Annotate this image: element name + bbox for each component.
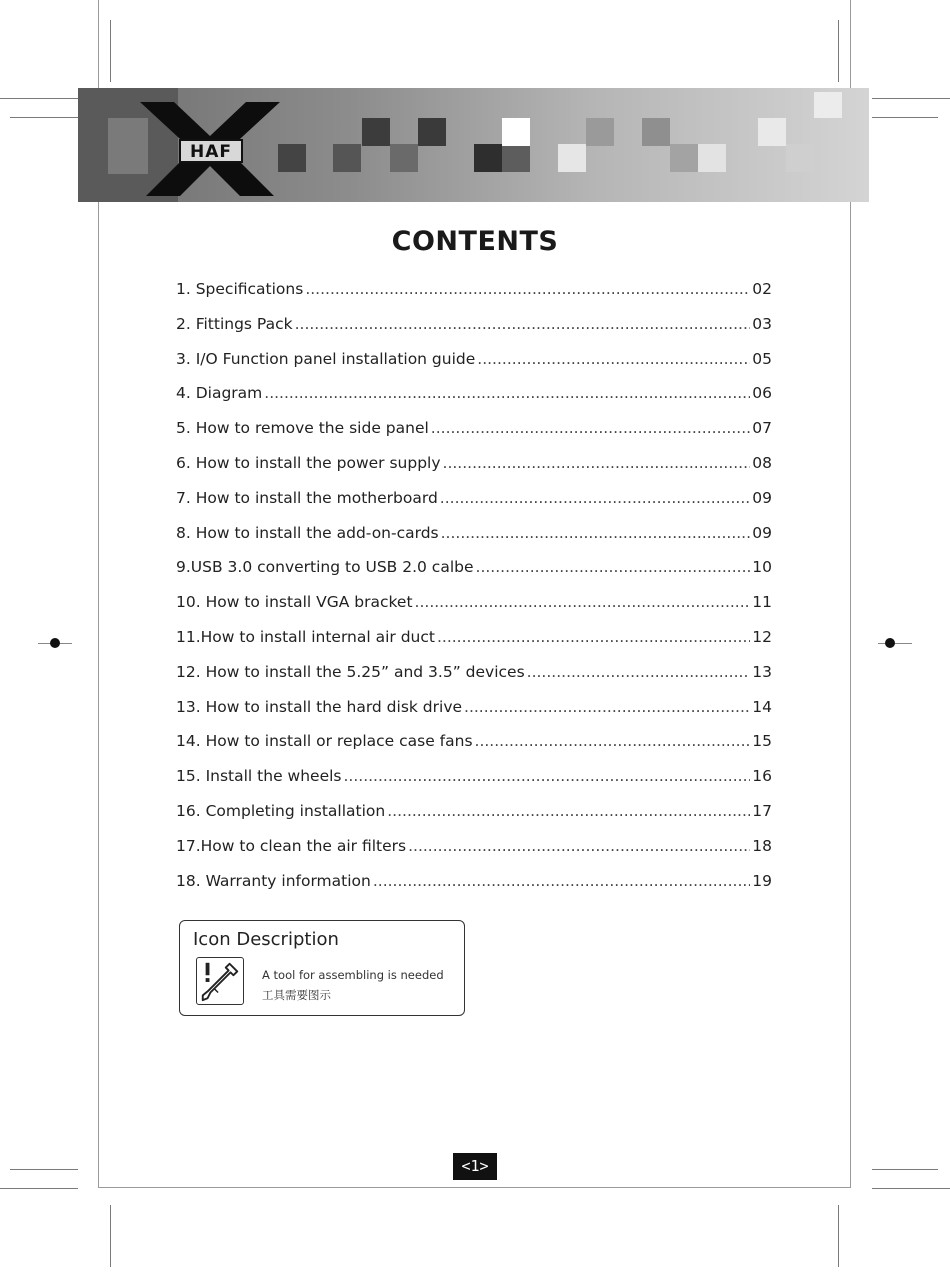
toc-entry-page: 18	[752, 836, 772, 855]
toc-entry-label: 12. How to install the 5.25” and 3.5” devices	[176, 662, 525, 681]
toc-dot-leader	[477, 350, 750, 368]
toc-row	[176, 524, 772, 559]
toc-entry-label: 9.USB 3.0 converting to USB 2.0 calbe	[176, 558, 474, 577]
toc-entry-page: 03	[752, 314, 772, 333]
toc-dot-leader	[431, 419, 750, 437]
toc-row	[176, 837, 772, 872]
toc-row	[176, 454, 772, 489]
toc-entry-page: 14	[752, 697, 772, 716]
page-number: <1>	[453, 1153, 497, 1180]
toc-row	[176, 698, 772, 733]
crop-mark	[872, 1169, 938, 1170]
toc-entry-label: 11.How to install internal air duct	[176, 627, 435, 646]
toc-row	[176, 628, 772, 663]
toc-entry-label: 8. How to install the add-on-cards	[176, 523, 439, 542]
toc-entry-page: 11	[752, 593, 772, 612]
toc-dot-leader	[373, 872, 750, 890]
registration-dot	[50, 638, 60, 648]
icon-description-chinese: 工具需要图示	[262, 988, 331, 1002]
toc-row	[176, 419, 772, 454]
crop-mark	[872, 98, 950, 99]
tool-needed-icon	[196, 957, 244, 1005]
crop-mark	[838, 1205, 839, 1267]
toc-dot-leader	[441, 524, 751, 542]
icon-description-box	[179, 920, 465, 1016]
page-title: CONTENTS	[391, 226, 559, 257]
toc-dot-leader	[387, 802, 750, 820]
registration-dot	[885, 638, 895, 648]
icon-description-title: Icon Description	[193, 929, 339, 950]
registration-line	[878, 643, 912, 644]
toc-entry-label: 5. How to remove the side panel	[176, 419, 429, 438]
toc-entry-page: 09	[752, 488, 772, 507]
icon-description-english: A tool for assembling is needed	[262, 968, 444, 982]
toc-entry-label: 1. Specifications	[176, 280, 304, 298]
toc-entry-page: 15	[752, 732, 772, 751]
toc-dot-leader	[475, 732, 751, 750]
toc-entry-page: 09	[752, 523, 772, 542]
toc-row	[176, 384, 772, 419]
toc-dot-leader	[343, 767, 750, 785]
crop-mark	[0, 98, 78, 99]
toc-entry-page: 08	[752, 453, 772, 472]
toc-entry-label: 2. Fittings Pack	[176, 314, 293, 333]
toc-dot-leader	[440, 489, 750, 507]
crop-mark	[110, 1205, 111, 1267]
toc-row	[176, 489, 772, 524]
toc-row	[176, 593, 772, 628]
toc-entry-label: 13. How to install the hard disk drive	[176, 697, 463, 716]
toc-row	[176, 350, 772, 385]
toc-entry-page: 12	[752, 627, 772, 646]
toc-entry-label: 7. How to install the motherboard	[176, 488, 438, 507]
toc-entry-page: 17	[752, 801, 772, 820]
toc-entry-page: 19	[752, 871, 772, 890]
toc-entry-label: 16. Completing installation	[176, 801, 386, 820]
crop-mark	[0, 1188, 78, 1189]
toc-entry-label: 15. Install the wheels	[176, 767, 342, 786]
toc-row	[176, 663, 772, 698]
haf-x-logo	[140, 98, 280, 198]
toc-entry-label: 14. How to install or replace case fans	[176, 732, 473, 751]
toc-dot-leader	[476, 558, 751, 576]
toc-entry-label: 18. Warranty information	[176, 871, 371, 890]
toc-row	[176, 280, 772, 315]
table-of-contents	[176, 280, 772, 906]
toc-row	[176, 315, 772, 350]
toc-dot-leader	[527, 663, 751, 681]
toc-entry-label: 6. How to install the power supply	[176, 453, 441, 472]
toc-entry-page: 16	[752, 767, 772, 786]
toc-dot-leader	[408, 837, 750, 855]
toc-entry-label: 17.How to clean the air filters	[176, 836, 407, 855]
toc-row	[176, 767, 772, 802]
toc-entry-page: 05	[752, 349, 772, 368]
logo-text: HAF	[190, 142, 232, 162]
toc-dot-leader	[295, 315, 751, 333]
toc-row	[176, 802, 772, 837]
crop-mark	[10, 1169, 78, 1170]
toc-row	[176, 872, 772, 907]
toc-entry-label: 3. I/O Function panel installation guide	[176, 349, 476, 368]
toc-dot-leader	[443, 454, 751, 472]
toc-entry-page: 10	[752, 558, 772, 577]
toc-dot-leader	[437, 628, 750, 646]
crop-mark	[10, 117, 78, 118]
crop-mark	[872, 1188, 950, 1189]
toc-entry-page: 07	[752, 419, 772, 438]
toc-entry-page: 13	[752, 662, 772, 681]
toc-row	[176, 732, 772, 767]
toc-dot-leader	[464, 698, 750, 716]
toc-dot-leader	[415, 593, 751, 611]
toc-dot-leader	[264, 384, 750, 402]
toc-dot-leader	[305, 280, 750, 298]
toc-entry-label: 10. How to install VGA bracket	[176, 593, 413, 612]
toc-row	[176, 558, 772, 593]
toc-entry-page: 06	[752, 384, 772, 403]
icon-description-text	[262, 965, 444, 1005]
toc-entry-label: 4. Diagram	[176, 384, 263, 403]
toc-entry-page: 02	[752, 280, 772, 298]
crop-mark	[872, 117, 938, 118]
